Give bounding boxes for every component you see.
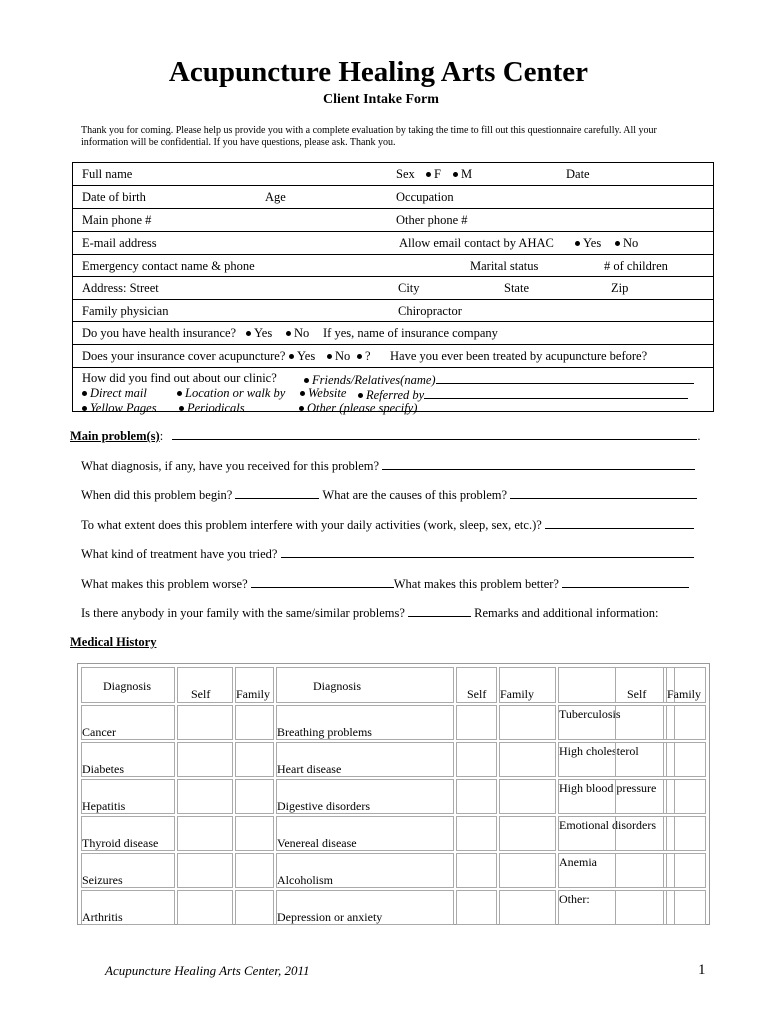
friends-name-line[interactable] <box>436 371 694 384</box>
main-problem-label: Main problem(s) <box>70 429 160 443</box>
diagnosis-label: Breathing problems <box>277 725 372 739</box>
allow-email-no-option[interactable]: No <box>615 236 638 251</box>
diagnosis-cell <box>276 705 454 740</box>
friends-option[interactable]: Friends/Relatives(name) <box>304 371 694 388</box>
bullet-icon <box>358 393 363 398</box>
state-field[interactable]: State <box>504 281 529 295</box>
other-phone-field[interactable]: Other phone # <box>396 213 468 227</box>
family-checkbox-cell[interactable] <box>666 742 706 777</box>
info-row-address <box>73 276 713 299</box>
self-checkbox-cell[interactable] <box>177 742 233 777</box>
sex-m-option[interactable]: M <box>453 167 472 182</box>
sex-f-option[interactable]: F <box>426 167 441 182</box>
self-checkbox-cell[interactable] <box>456 890 497 925</box>
self-header-2: Self <box>456 667 497 703</box>
self-checkbox-cell[interactable] <box>456 742 497 777</box>
extent-question: To what extent does this problem interfere with your daily activities (work, sleep, sex, etc.)? <box>81 518 542 532</box>
self-checkbox-cell[interactable] <box>615 742 664 777</box>
diagnosis-label: Tuberculosis <box>559 707 621 721</box>
better-question: What makes this problem better? <box>393 577 559 591</box>
family-physician-field[interactable]: Family physician <box>82 304 169 318</box>
referral-question: How did you find out about our clinic? <box>82 371 277 385</box>
diagnosis-label: Emotional disorders <box>559 818 656 832</box>
self-checkbox-cell[interactable] <box>456 816 497 851</box>
family-question-row <box>81 604 658 621</box>
coverage-question: Does your insurance cover acupuncture? <box>82 349 286 363</box>
allow-email-label: Allow email contact by AHAC <box>399 236 554 250</box>
family-checkbox-cell[interactable] <box>499 705 556 740</box>
family-checkbox-cell[interactable] <box>499 890 556 925</box>
family-checkbox-cell[interactable] <box>666 779 706 814</box>
worse-question: What makes this problem worse? <box>81 577 248 591</box>
diagnosis-label: Alcoholism <box>277 873 333 887</box>
diagnosis-question: What diagnosis, if any, have you received for this problem? <box>81 459 380 473</box>
bullet-icon <box>327 354 332 359</box>
bullet-icon <box>289 354 294 359</box>
family-checkbox-cell[interactable] <box>235 742 274 777</box>
info-row-dob <box>73 185 713 208</box>
bullet-icon <box>357 354 362 359</box>
diagnosis-cell <box>81 742 175 777</box>
other-source-option[interactable]: Other (please specify) <box>299 401 417 416</box>
bullet-icon <box>304 378 309 383</box>
coverage-unsure-option[interactable]: ? <box>357 349 371 364</box>
family-checkbox-cell[interactable] <box>499 742 556 777</box>
diagnosis-cell <box>276 742 454 777</box>
zip-field[interactable]: Zip <box>611 281 629 295</box>
diagnosis-cell <box>276 853 454 888</box>
treatment-question: What kind of treatment have you tried? <box>81 547 278 561</box>
street-field[interactable]: Address: Street <box>82 281 159 295</box>
family-checkbox-cell[interactable] <box>666 705 706 740</box>
begin-answer-line[interactable] <box>235 486 319 499</box>
extent-question-row <box>81 516 694 533</box>
info-row-email <box>73 231 713 254</box>
diagnosis-header-1: Diagnosis <box>81 667 175 703</box>
coverage-yes-option[interactable]: Yes <box>289 349 315 364</box>
bullet-icon <box>82 406 87 411</box>
website-option[interactable]: Website <box>300 386 346 401</box>
diagnosis-label: Thyroid disease <box>82 836 159 850</box>
diagnosis-cell <box>81 816 175 851</box>
form-subtitle: Client Intake Form <box>323 92 439 107</box>
main-problem-period: . <box>697 429 701 443</box>
direct-mail-option[interactable]: Direct mail <box>82 386 147 401</box>
family-header-1: Family <box>235 667 274 703</box>
self-checkbox-cell[interactable] <box>177 779 233 814</box>
diagnosis-label: Hepatitis <box>82 799 126 813</box>
diagnosis-header-2: Diagnosis <box>276 667 454 703</box>
self-checkbox-cell[interactable] <box>456 705 497 740</box>
diagnosis-question-row <box>81 457 695 474</box>
intro-text: Thank you for coming. Please help us provide you with a complete evaluation by taking the time to fill out this questionnaire carefully. All your information will be confidential. If you have questions, please ask. Thank you. <box>81 125 657 148</box>
insurance-question: Do you have health insurance? <box>82 326 237 340</box>
bullet-icon <box>299 406 304 411</box>
medical-history-table <box>77 663 710 925</box>
self-checkbox-cell[interactable] <box>177 705 233 740</box>
bullet-icon <box>300 391 305 396</box>
causes-answer-line[interactable] <box>510 486 697 499</box>
medical-history-heading: Medical History <box>70 635 157 649</box>
client-info-table <box>72 162 714 415</box>
date-field[interactable]: Date <box>566 167 590 181</box>
diagnosis-answer-line[interactable] <box>382 457 695 470</box>
family-checkbox-cell[interactable] <box>235 779 274 814</box>
treated-before-question: Have you ever been treated by acupuncture before? <box>390 349 648 363</box>
form-title: Acupuncture Healing Arts Center <box>168 56 589 88</box>
diagnosis-cell <box>276 890 454 925</box>
coverage-no-option[interactable]: No <box>327 349 350 364</box>
referred-by-line[interactable] <box>424 386 688 399</box>
self-checkbox-cell[interactable] <box>615 890 664 925</box>
family-checkbox-cell[interactable] <box>499 779 556 814</box>
better-answer-line[interactable] <box>562 575 689 588</box>
marital-status-field[interactable]: Marital status <box>470 259 539 273</box>
bullet-icon <box>575 241 580 246</box>
family-checkbox-cell[interactable] <box>666 816 706 851</box>
self-checkbox-cell[interactable] <box>177 816 233 851</box>
family-checkbox-cell[interactable] <box>235 705 274 740</box>
diagnosis-label: High cholesterol <box>559 744 639 758</box>
diagnosis-label: Cancer <box>82 725 116 739</box>
bullet-icon <box>177 391 182 396</box>
city-field[interactable]: City <box>398 281 420 295</box>
email-field[interactable]: E-mail address <box>82 236 157 250</box>
remarks-label: Remarks and additional information: <box>474 606 659 620</box>
family-checkbox-cell[interactable] <box>499 816 556 851</box>
chiropractor-field[interactable]: Chiropractor <box>398 304 462 318</box>
footer-text: Acupuncture Healing Arts Center, 2011 <box>105 963 310 978</box>
self-checkbox-cell[interactable] <box>615 816 664 851</box>
allow-email-yes-option[interactable]: Yes <box>575 236 601 251</box>
main-problem-row <box>70 427 700 444</box>
location-option[interactable]: Location or walk by <box>177 386 285 401</box>
diagnosis-label: High blood pressure <box>559 781 657 795</box>
bullet-icon <box>426 172 431 177</box>
info-row-emergency <box>73 254 713 277</box>
self-header-3: Self <box>615 667 664 703</box>
self-checkbox-cell[interactable] <box>615 705 664 740</box>
self-checkbox-cell[interactable] <box>177 890 233 925</box>
yellow-pages-option[interactable]: Yellow Pages <box>82 401 157 416</box>
diagnosis-label: Other: <box>559 892 590 906</box>
diagnosis-label: Depression or anxiety <box>277 910 383 924</box>
worse-answer-line[interactable] <box>251 575 394 588</box>
occupation-field[interactable]: Occupation <box>396 190 454 204</box>
info-row-name <box>73 163 713 185</box>
bullet-icon <box>615 241 620 246</box>
causes-question: What are the causes of this problem? <box>322 488 508 502</box>
bullet-icon <box>246 331 251 336</box>
treatment-question-row <box>81 545 694 562</box>
age-field[interactable]: Age <box>265 190 286 204</box>
family-checkbox-cell[interactable] <box>499 853 556 888</box>
referred-by-option[interactable]: Referred by <box>358 386 688 403</box>
family-header-2: Family <box>499 667 556 703</box>
diagnosis-label: Heart disease <box>277 762 342 776</box>
info-row-physician <box>73 299 713 322</box>
family-checkbox-cell[interactable] <box>235 890 274 925</box>
diagnosis-cell <box>276 816 454 851</box>
family-checkbox-cell[interactable] <box>235 816 274 851</box>
info-row-coverage <box>73 344 713 367</box>
insurance-yes-option[interactable]: Yes <box>246 326 272 341</box>
self-checkbox-cell[interactable] <box>615 779 664 814</box>
diagnosis-label: Seizures <box>82 873 123 887</box>
self-checkbox-cell[interactable] <box>177 853 233 888</box>
sex-label: Sex <box>396 167 415 181</box>
page-number: 1 <box>698 962 706 978</box>
diagnosis-cell <box>81 853 175 888</box>
worse-better-question-row <box>81 575 689 592</box>
diagnosis-cell <box>276 779 454 814</box>
family-similar-question: Is there anybody in your family with the same/similar problems? <box>81 606 405 620</box>
self-checkbox-cell[interactable] <box>615 853 664 888</box>
diagnosis-label: Arthritis <box>82 910 123 924</box>
family-header-3: Family <box>666 667 706 703</box>
diagnosis-label: Diabetes <box>82 762 124 776</box>
insurance-company-field[interactable]: If yes, name of insurance company <box>323 326 498 340</box>
begin-question-row <box>81 486 697 503</box>
self-checkbox-cell[interactable] <box>456 779 497 814</box>
family-checkbox-cell[interactable] <box>235 853 274 888</box>
diagnosis-cell <box>81 705 175 740</box>
dob-field[interactable]: Date of birth <box>82 190 146 204</box>
diagnosis-label: Venereal disease <box>277 836 357 850</box>
bullet-icon <box>179 406 184 411</box>
periodicals-option[interactable]: Periodicals <box>179 401 245 416</box>
extent-answer-line[interactable] <box>545 516 694 529</box>
emergency-contact-field[interactable]: Emergency contact name & phone <box>82 259 255 273</box>
info-row-phone <box>73 208 713 231</box>
bullet-icon <box>286 331 291 336</box>
info-row-insurance <box>73 321 713 344</box>
bullet-icon <box>82 391 87 396</box>
self-header-1: Self <box>177 667 233 703</box>
diagnosis-label: Anemia <box>559 855 597 869</box>
treatment-answer-line[interactable] <box>281 545 694 558</box>
family-similar-answer-line[interactable] <box>408 604 471 617</box>
insurance-no-option[interactable]: No <box>286 326 309 341</box>
main-problem-colon: : <box>159 429 164 443</box>
diagnosis-cell <box>81 779 175 814</box>
begin-question: When did this problem begin? <box>81 488 233 502</box>
main-problem-line[interactable] <box>172 427 697 440</box>
info-row-referral <box>73 367 713 413</box>
main-phone-field[interactable]: Main phone # <box>82 213 152 227</box>
children-field[interactable]: # of children <box>604 259 668 273</box>
family-checkbox-cell[interactable] <box>666 853 706 888</box>
full-name-field[interactable]: Full name <box>82 167 133 181</box>
diagnosis-label: Digestive disorders <box>277 799 370 813</box>
self-checkbox-cell[interactable] <box>456 853 497 888</box>
bullet-icon <box>453 172 458 177</box>
family-checkbox-cell[interactable] <box>666 890 706 925</box>
diagnosis-cell <box>81 890 175 925</box>
